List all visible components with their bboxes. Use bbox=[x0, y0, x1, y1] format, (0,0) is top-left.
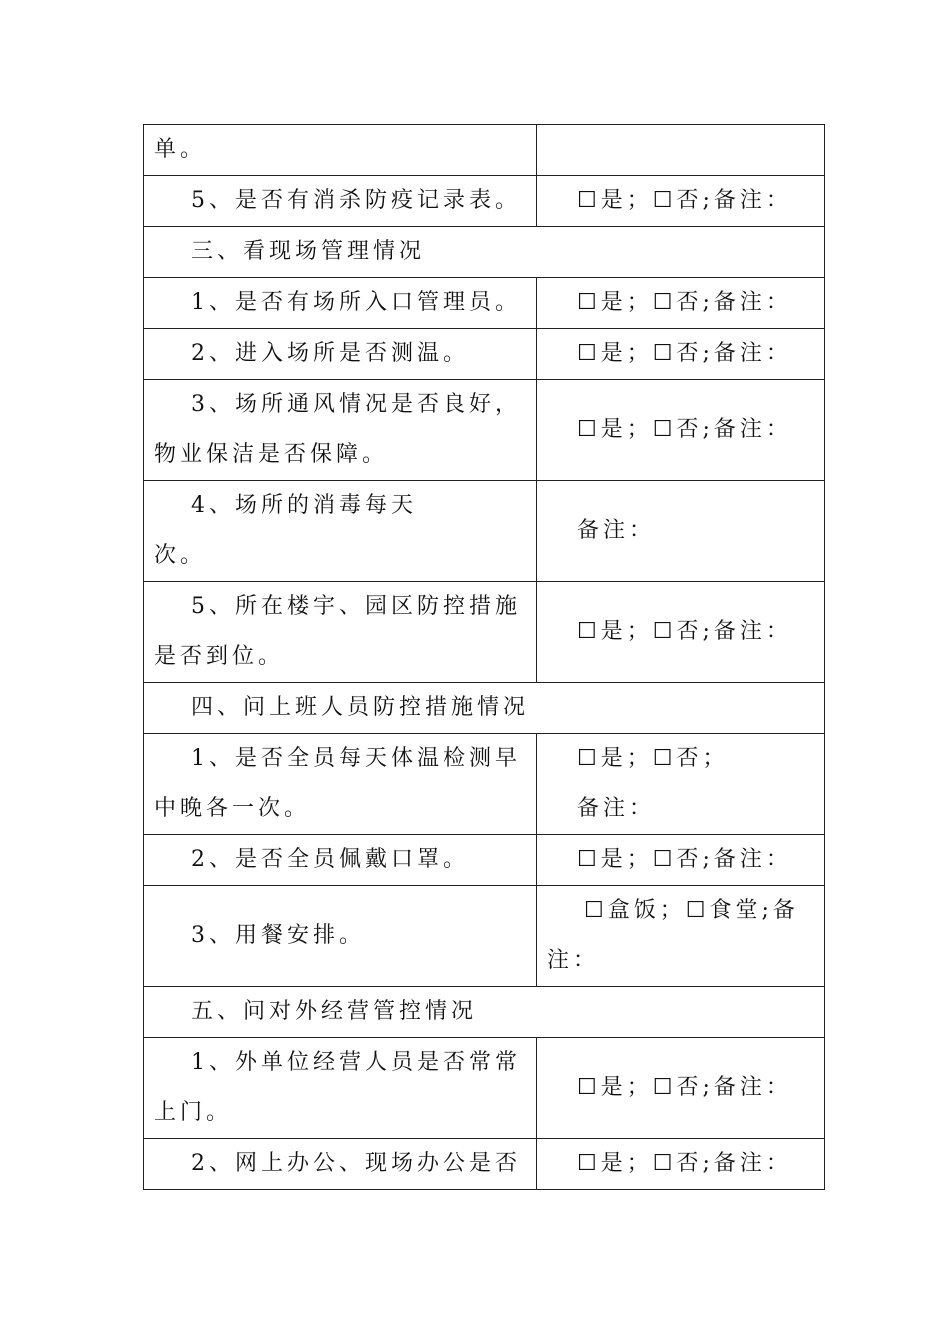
check-item-text: 3、场所通风情况是否良好， bbox=[191, 392, 521, 417]
section-header-row bbox=[144, 987, 825, 1038]
check-item-text: 5、是否有消杀防疫记录表。 bbox=[191, 188, 521, 213]
answer-text: ☐是；☐否;备注： bbox=[577, 1151, 792, 1176]
answer-text: ☐是；☐否;备注： bbox=[577, 417, 792, 442]
answer-cell bbox=[537, 329, 825, 380]
check-item-text: 物业保洁是否保障。 bbox=[154, 442, 389, 467]
answer-text: ☐是；☐否;备注： bbox=[577, 1075, 792, 1100]
table-row bbox=[144, 329, 825, 380]
section-heading: 三、看现场管理情况 bbox=[144, 227, 825, 278]
answer-cell bbox=[537, 380, 825, 481]
table-row bbox=[144, 582, 825, 683]
answer-text: ☐盒饭；☐食堂;备 bbox=[584, 898, 799, 923]
check-item bbox=[144, 1038, 537, 1139]
check-item bbox=[144, 1139, 537, 1190]
check-item bbox=[144, 886, 537, 987]
section-heading: 五、问对外经营管控情况 bbox=[144, 987, 825, 1038]
check-item bbox=[144, 734, 537, 835]
check-item-text: 单。 bbox=[154, 137, 207, 162]
table-row bbox=[144, 125, 825, 176]
answer-text: ☐是；☐否;备注： bbox=[577, 290, 792, 315]
answer-cell bbox=[537, 886, 825, 987]
answer-cell bbox=[537, 1038, 825, 1139]
answer-cell bbox=[537, 278, 825, 329]
answer-text: ☐是；☐否;备注： bbox=[577, 619, 792, 644]
answer-cell bbox=[537, 1139, 825, 1190]
check-item-text: 2、进入场所是否测温。 bbox=[191, 341, 469, 366]
answer-cell bbox=[537, 176, 825, 227]
table-row bbox=[144, 886, 825, 987]
check-item bbox=[144, 329, 537, 380]
check-item bbox=[144, 125, 537, 176]
check-item-text: 是否到位。 bbox=[154, 644, 285, 669]
table-row bbox=[144, 1139, 825, 1190]
table-row bbox=[144, 278, 825, 329]
check-item-text: 2、网上办公、现场办公是否 bbox=[191, 1151, 521, 1176]
answer-text: ☐是；☐否;备注： bbox=[577, 341, 792, 366]
check-item-text: 次。 bbox=[154, 543, 207, 568]
table-row bbox=[144, 176, 825, 227]
answer-text: ☐是；☐否;备注： bbox=[577, 188, 792, 213]
check-item bbox=[144, 835, 537, 886]
answer-text: 备注： bbox=[577, 796, 656, 821]
answer-cell bbox=[537, 835, 825, 886]
answer-cell bbox=[537, 734, 825, 835]
answer-cell bbox=[537, 125, 825, 176]
check-item-text: 2、是否全员佩戴口罩。 bbox=[191, 847, 469, 872]
section-heading: 四、问上班人员防控措施情况 bbox=[144, 683, 825, 734]
check-item bbox=[144, 582, 537, 683]
check-item-text: 1、是否有场所入口管理员。 bbox=[191, 290, 521, 315]
check-item bbox=[144, 278, 537, 329]
check-item bbox=[144, 380, 537, 481]
table-row bbox=[144, 481, 825, 582]
check-item-text: 中晚各一次。 bbox=[154, 796, 311, 821]
answer-cell bbox=[537, 582, 825, 683]
table-row bbox=[144, 1038, 825, 1139]
check-item-text: 4、场所的消毒每天 bbox=[191, 493, 417, 518]
table-row bbox=[144, 835, 825, 886]
answer-text: 注： bbox=[547, 948, 600, 973]
table-row bbox=[144, 734, 825, 835]
answer-text: ☐是；☐否； bbox=[577, 746, 729, 771]
inspection-table bbox=[143, 124, 825, 1190]
check-item-text: 1、是否全员每天体温检测早 bbox=[191, 746, 521, 771]
check-item bbox=[144, 481, 537, 582]
answer-text: 备注： bbox=[577, 518, 656, 543]
answer-text bbox=[577, 125, 814, 175]
check-item-text: 3、用餐安排。 bbox=[191, 923, 365, 948]
table-row bbox=[144, 380, 825, 481]
check-item-text: 上门。 bbox=[154, 1100, 233, 1125]
section-header-row bbox=[144, 227, 825, 278]
answer-text: ☐是；☐否;备注： bbox=[577, 847, 792, 872]
check-item bbox=[144, 176, 537, 227]
check-item-text: 5、所在楼宇、园区防控措施 bbox=[191, 594, 521, 619]
section-header-row bbox=[144, 683, 825, 734]
answer-cell bbox=[537, 481, 825, 582]
check-item-text: 1、外单位经营人员是否常常 bbox=[191, 1050, 521, 1075]
